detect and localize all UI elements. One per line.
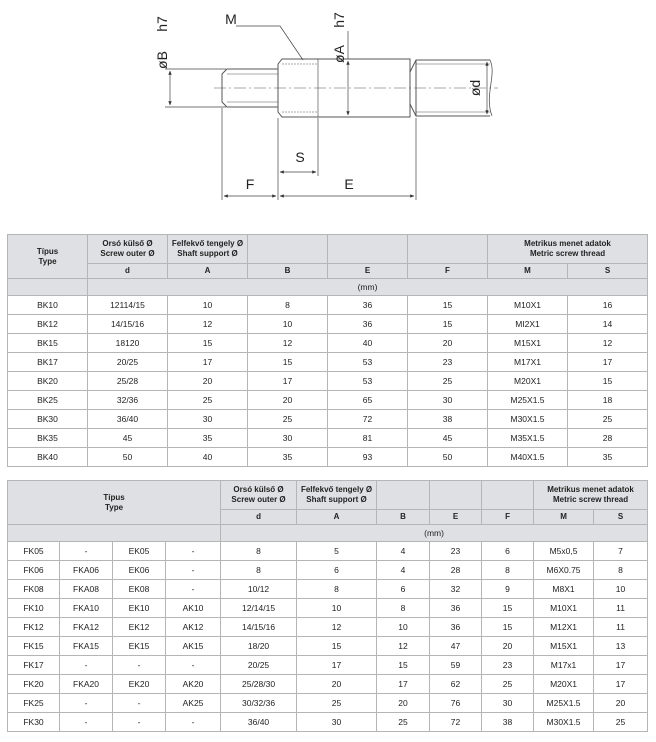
table-cell: 35 <box>168 429 248 448</box>
table-cell: 10 <box>168 296 248 315</box>
table-cell: 10 <box>248 315 328 334</box>
table-cell: 8 <box>221 542 297 561</box>
table-cell: FK12 <box>8 618 60 637</box>
col-a-header: A <box>168 264 248 279</box>
table-cell: 25/28/30 <box>221 675 297 694</box>
table-row <box>8 372 648 391</box>
table-cell: 10 <box>297 599 377 618</box>
table-cell: 10 <box>594 580 648 599</box>
table-cell: 81 <box>328 429 408 448</box>
col-a-header: A <box>297 510 377 525</box>
table-cell: 10 <box>377 618 430 637</box>
blank-cell <box>8 525 221 542</box>
unit-row: (mm) <box>221 525 648 542</box>
shaft-end-drawing <box>0 0 656 222</box>
table-cell: 17 <box>377 675 430 694</box>
table-row <box>8 315 648 334</box>
table-cell: M15X1 <box>488 334 568 353</box>
table-cell: 16 <box>568 296 648 315</box>
blank-cell <box>8 279 88 296</box>
table-cell: BK17 <box>8 353 88 372</box>
table-cell: 8 <box>297 580 377 599</box>
table-cell: M40X1.5 <box>488 448 568 467</box>
table-cell: 76 <box>430 694 482 713</box>
table-cell: M17x1 <box>534 656 594 675</box>
table-cell: 20/25 <box>88 353 168 372</box>
blank-header <box>248 235 328 264</box>
shaft-support-header: Felfekvő tengely Ø Shaft support Ø <box>168 235 248 264</box>
table-cell: 9 <box>482 580 534 599</box>
table-row <box>8 561 648 580</box>
table-row <box>8 694 648 713</box>
table-cell: EK05 <box>113 542 166 561</box>
shaft-support-header: Felfekvő tengely Ø Shaft support Ø <box>297 481 377 510</box>
table-cell: 12 <box>377 637 430 656</box>
table-cell: 20/25 <box>221 656 297 675</box>
table-row <box>8 675 648 694</box>
table-cell: 17 <box>594 656 648 675</box>
table-cell: 30 <box>297 713 377 732</box>
table-cell: 4 <box>377 542 430 561</box>
table-cell: 15 <box>297 637 377 656</box>
blank-header <box>430 481 482 510</box>
table-cell: 40 <box>328 334 408 353</box>
table-cell: AK20 <box>166 675 221 694</box>
label-s: S <box>295 149 305 165</box>
table-cell: BK12 <box>8 315 88 334</box>
table-cell: 12 <box>297 618 377 637</box>
table-cell: M30X1.5 <box>534 713 594 732</box>
col-f-header: F <box>408 264 488 279</box>
table-cell: 11 <box>594 618 648 637</box>
table-cell: 36 <box>328 315 408 334</box>
label-h7-right: h7 <box>331 12 347 28</box>
col-s-header: S <box>568 264 648 279</box>
table-cell: 28 <box>568 429 648 448</box>
table-cell: EK08 <box>113 580 166 599</box>
table-cell: FKA10 <box>60 599 113 618</box>
table-row <box>8 580 648 599</box>
table-cell: 20 <box>248 391 328 410</box>
type-header: Típus Type <box>8 235 88 279</box>
table-cell: 15 <box>568 372 648 391</box>
table-cell: 8 <box>482 561 534 580</box>
table-cell: 8 <box>221 561 297 580</box>
table-row <box>8 542 648 561</box>
table-row <box>8 334 648 353</box>
table-cell: M35X1.5 <box>488 429 568 448</box>
col-f-header: F <box>482 510 534 525</box>
table-cell: 20 <box>594 694 648 713</box>
table-cell: 30/32/36 <box>221 694 297 713</box>
table-cell: 32 <box>430 580 482 599</box>
table-cell: - <box>166 656 221 675</box>
table-cell: 36 <box>430 599 482 618</box>
table-cell: 62 <box>430 675 482 694</box>
table-cell: 12/14/15 <box>221 599 297 618</box>
table-cell: - <box>113 656 166 675</box>
col-e-header: E <box>430 510 482 525</box>
table-cell: BK30 <box>8 410 88 429</box>
table-cell: 32/36 <box>88 391 168 410</box>
table-cell: 17 <box>594 675 648 694</box>
table-cell: BK20 <box>8 372 88 391</box>
unit-row: (mm) <box>88 279 648 296</box>
table-cell: 8 <box>248 296 328 315</box>
table-cell: 15 <box>408 296 488 315</box>
table-cell: FKA15 <box>60 637 113 656</box>
table-cell: 50 <box>408 448 488 467</box>
table-cell: 23 <box>482 656 534 675</box>
table-cell: EK06 <box>113 561 166 580</box>
table-cell: 5 <box>297 542 377 561</box>
label-phi-d: ød <box>467 79 483 97</box>
table-cell: FK06 <box>8 561 60 580</box>
table-cell: 25 <box>297 694 377 713</box>
table-cell: FK10 <box>8 599 60 618</box>
table-cell: FKA08 <box>60 580 113 599</box>
col-d-header: d <box>88 264 168 279</box>
table-cell: 45 <box>408 429 488 448</box>
label-phi-a: øA <box>331 45 347 63</box>
label-h7-left: h7 <box>154 16 170 32</box>
table-row <box>8 713 648 732</box>
table-cell: BK25 <box>8 391 88 410</box>
table-cell: EK20 <box>113 675 166 694</box>
table-row <box>8 618 648 637</box>
table-cell: BK40 <box>8 448 88 467</box>
blank-header <box>408 235 488 264</box>
table-cell: 25 <box>482 675 534 694</box>
table-cell: M8X1 <box>534 580 594 599</box>
table-cell: M30X1.5 <box>488 410 568 429</box>
table-cell: 25 <box>408 372 488 391</box>
table-cell: 36/40 <box>88 410 168 429</box>
table-cell: 7 <box>594 542 648 561</box>
table-cell: M15X1 <box>534 637 594 656</box>
table-cell: 14/15/16 <box>221 618 297 637</box>
table-cell: AK12 <box>166 618 221 637</box>
screw-outer-header: Orsó külső Ø Screw outer Ø <box>221 481 297 510</box>
table-cell: 17 <box>248 372 328 391</box>
table-cell: 10/12 <box>221 580 297 599</box>
table-cell: 45 <box>88 429 168 448</box>
table-cell: 38 <box>482 713 534 732</box>
table-cell: 12 <box>168 315 248 334</box>
table-cell: - <box>113 694 166 713</box>
table-cell: M25X1.5 <box>488 391 568 410</box>
screw-outer-header: Orsó külső Ø Screw outer Ø <box>88 235 168 264</box>
table-cell: M12X1 <box>534 618 594 637</box>
table-cell: 50 <box>88 448 168 467</box>
table-cell: 35 <box>248 448 328 467</box>
label-phi-b: øB <box>154 51 170 69</box>
table-cell: FK30 <box>8 713 60 732</box>
table-cell: 20 <box>482 637 534 656</box>
table-row <box>8 391 648 410</box>
table-cell: 65 <box>328 391 408 410</box>
table-cell: 25/28 <box>88 372 168 391</box>
table-cell: - <box>60 542 113 561</box>
table-cell: FK25 <box>8 694 60 713</box>
table-cell: M10X1 <box>534 599 594 618</box>
table-cell: 30 <box>248 429 328 448</box>
table-cell: 15 <box>482 599 534 618</box>
table-cell: FKA06 <box>60 561 113 580</box>
table-cell: 30 <box>482 694 534 713</box>
table-cell: 8 <box>377 599 430 618</box>
table-cell: 25 <box>248 410 328 429</box>
table-cell: 20 <box>168 372 248 391</box>
col-b-header: B <box>248 264 328 279</box>
table-cell: 6 <box>482 542 534 561</box>
table-cell: M25X1.5 <box>534 694 594 713</box>
table-cell: AK10 <box>166 599 221 618</box>
table-cell: 15 <box>408 315 488 334</box>
table-cell: 12 <box>248 334 328 353</box>
table-cell: 40 <box>168 448 248 467</box>
table-cell: MI2X1 <box>488 315 568 334</box>
table-cell: EK10 <box>113 599 166 618</box>
table-cell: M20X1 <box>488 372 568 391</box>
table-cell: 25 <box>377 713 430 732</box>
blank-header <box>328 235 408 264</box>
table-cell: 53 <box>328 372 408 391</box>
table-cell: 6 <box>377 580 430 599</box>
table-cell: M5x0,5 <box>534 542 594 561</box>
table-cell: 35 <box>568 448 648 467</box>
table-cell: - <box>113 713 166 732</box>
table-cell: BK35 <box>8 429 88 448</box>
table-cell: 15 <box>482 618 534 637</box>
table-cell: 15 <box>377 656 430 675</box>
table-row <box>8 599 648 618</box>
table-cell: 18/20 <box>221 637 297 656</box>
table-cell: 14 <box>568 315 648 334</box>
blank-header <box>482 481 534 510</box>
table-cell: 20 <box>377 694 430 713</box>
table-cell: BK10 <box>8 296 88 315</box>
table-cell: 53 <box>328 353 408 372</box>
col-m-header: M <box>534 510 594 525</box>
table-cell: FK05 <box>8 542 60 561</box>
table-cell: 38 <box>408 410 488 429</box>
table-cell: 93 <box>328 448 408 467</box>
table-cell: M17X1 <box>488 353 568 372</box>
table-cell: - <box>60 713 113 732</box>
table-cell: 18120 <box>88 334 168 353</box>
table-cell: 36 <box>430 618 482 637</box>
table-row <box>8 656 648 675</box>
blank-header <box>377 481 430 510</box>
table-cell: - <box>60 694 113 713</box>
table-cell: - <box>166 580 221 599</box>
table-cell: 15 <box>168 334 248 353</box>
table-cell: EK15 <box>113 637 166 656</box>
metric-thread-header: Metrikus menet adatok Metric screw thread <box>534 481 648 510</box>
table-cell: 20 <box>408 334 488 353</box>
label-f: F <box>245 176 255 192</box>
table-cell: AK15 <box>166 637 221 656</box>
table-cell: - <box>60 656 113 675</box>
table-cell: 12114/15 <box>88 296 168 315</box>
table-row <box>8 429 648 448</box>
table-cell: M6X0.75 <box>534 561 594 580</box>
table-cell: FKA12 <box>60 618 113 637</box>
table-cell: 20 <box>297 675 377 694</box>
table-cell: 25 <box>568 410 648 429</box>
table-row <box>8 296 648 315</box>
fk-dimension-table <box>7 480 648 732</box>
col-d-header: d <box>221 510 297 525</box>
label-e: E <box>344 176 354 192</box>
table-cell: FK17 <box>8 656 60 675</box>
table-cell: 36 <box>328 296 408 315</box>
table-cell: 28 <box>430 561 482 580</box>
table-cell: 8 <box>594 561 648 580</box>
table-cell: 17 <box>297 656 377 675</box>
col-e-header: E <box>328 264 408 279</box>
table-cell: 72 <box>430 713 482 732</box>
table-row <box>8 410 648 429</box>
table-row <box>8 637 648 656</box>
table-cell: FK08 <box>8 580 60 599</box>
table-cell: 17 <box>568 353 648 372</box>
table-cell: 17 <box>168 353 248 372</box>
col-s-header: S <box>594 510 648 525</box>
table-cell: 14/15/16 <box>88 315 168 334</box>
table-cell: EK12 <box>113 618 166 637</box>
table-cell: 4 <box>377 561 430 580</box>
table-cell: M20X1 <box>534 675 594 694</box>
table-cell: 15 <box>248 353 328 372</box>
col-b-header: B <box>377 510 430 525</box>
table-cell: M10X1 <box>488 296 568 315</box>
table-cell: 47 <box>430 637 482 656</box>
table-cell: 36/40 <box>221 713 297 732</box>
bk-dimension-table <box>7 234 648 467</box>
table-cell: 30 <box>408 391 488 410</box>
table-cell: AK25 <box>166 694 221 713</box>
table-cell: FK20 <box>8 675 60 694</box>
table-cell: 18 <box>568 391 648 410</box>
table-cell: 13 <box>594 637 648 656</box>
metric-thread-header: Metrikus menet adatok Metric screw thread <box>488 235 648 264</box>
col-m-header: M <box>488 264 568 279</box>
table-cell: - <box>166 561 221 580</box>
table-cell: 23 <box>408 353 488 372</box>
table-cell: 6 <box>297 561 377 580</box>
table-cell: - <box>166 542 221 561</box>
table-cell: 25 <box>594 713 648 732</box>
table-cell: 25 <box>168 391 248 410</box>
table-cell: 11 <box>594 599 648 618</box>
table-cell: FK15 <box>8 637 60 656</box>
label-m: M <box>225 11 237 27</box>
table-cell: 30 <box>168 410 248 429</box>
table-cell: 23 <box>430 542 482 561</box>
table-cell: - <box>166 713 221 732</box>
table-cell: FKA20 <box>60 675 113 694</box>
table-row <box>8 448 648 467</box>
table-cell: 12 <box>568 334 648 353</box>
table-cell: 59 <box>430 656 482 675</box>
table-cell: 72 <box>328 410 408 429</box>
table-cell: BK15 <box>8 334 88 353</box>
type-header: Típus Type <box>8 481 221 525</box>
table-row <box>8 353 648 372</box>
